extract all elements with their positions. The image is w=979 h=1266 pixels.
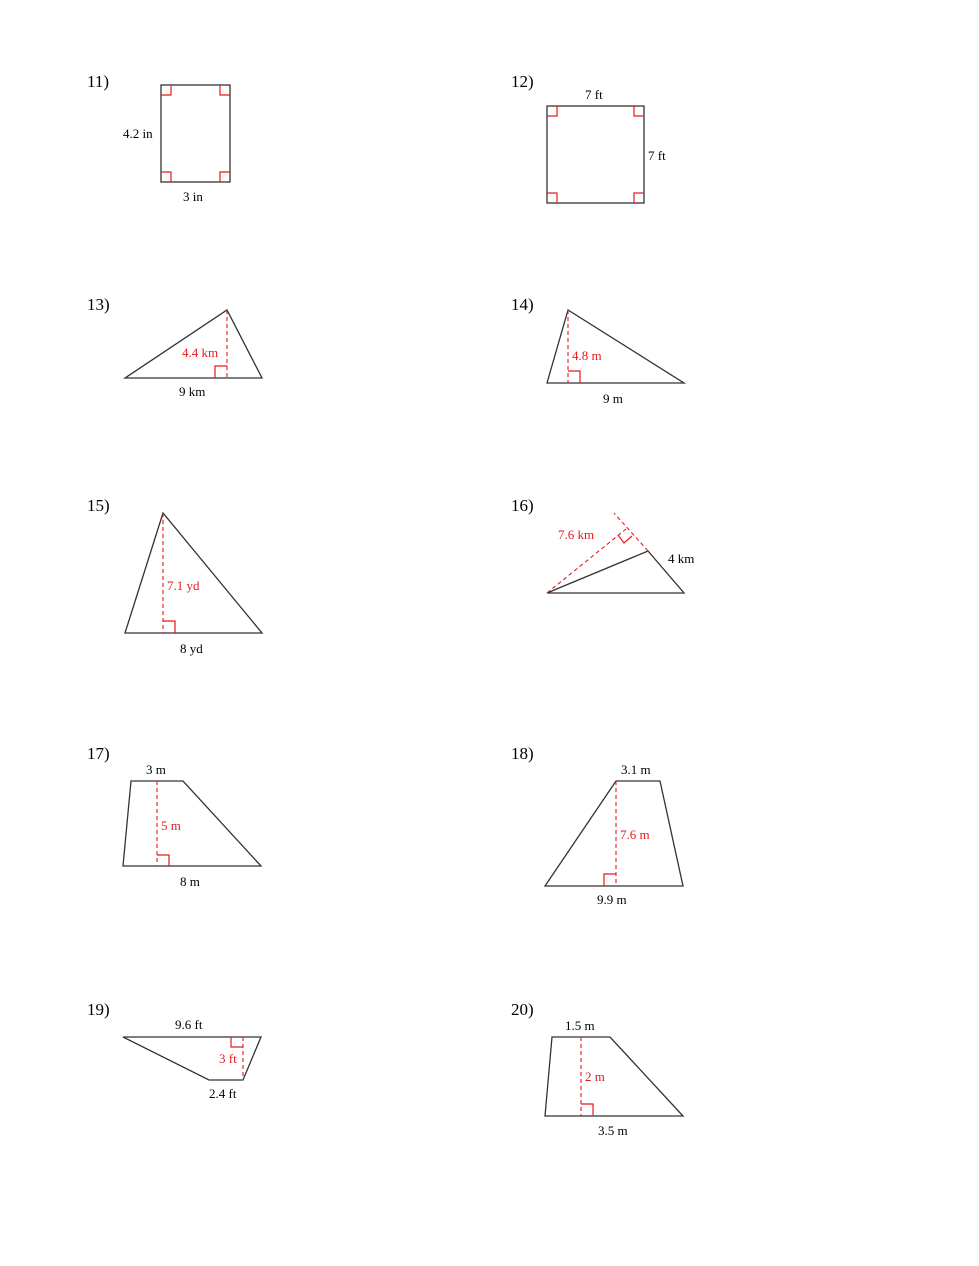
right-angle-mark	[618, 535, 632, 543]
problem-number: 14)	[511, 295, 534, 314]
problem-15	[87, 496, 262, 656]
problem-20	[511, 1000, 683, 1138]
problem-13	[87, 295, 262, 399]
right-angle-mark	[568, 371, 580, 383]
problem-11	[87, 72, 230, 204]
right-angle-marks	[161, 85, 230, 182]
base-label: 4 km	[668, 551, 695, 566]
base-label: 9 km	[179, 384, 206, 399]
triangle-shape	[547, 551, 684, 593]
trapezoid-shape	[545, 1037, 683, 1116]
triangle-shape	[125, 513, 262, 633]
height-label: 7.6 km	[558, 527, 595, 542]
right-angle-mark	[581, 1104, 593, 1116]
problem-number: 18)	[511, 744, 534, 763]
trapezoid-shape	[123, 1037, 261, 1080]
problem-number: 20)	[511, 1000, 534, 1019]
base-label: 9.9 m	[597, 892, 627, 907]
right-angle-mark	[163, 621, 175, 633]
height-label: 2 m	[585, 1069, 605, 1084]
right-angle-marks	[547, 106, 644, 203]
height-label: 4.8 m	[572, 348, 602, 363]
problem-12	[511, 72, 666, 203]
side-label: 7 ft	[648, 148, 666, 163]
height-label: 3 ft	[219, 1051, 237, 1066]
top-label: 3 m	[146, 762, 166, 777]
height-label: 7.6 m	[620, 827, 650, 842]
square-shape	[547, 106, 644, 203]
side-label: 4.2 in	[123, 126, 153, 141]
top-label: 7 ft	[585, 87, 603, 102]
right-angle-mark	[231, 1037, 243, 1047]
problem-number: 17)	[87, 744, 110, 763]
base-label: 8 m	[180, 874, 200, 889]
top-label: 3.1 m	[621, 762, 651, 777]
problem-number: 15)	[87, 496, 110, 515]
problem-number: 11)	[87, 72, 110, 91]
base-label: 3.5 m	[598, 1123, 628, 1138]
problem-number: 16)	[511, 496, 534, 515]
top-label: 9.6 ft	[175, 1017, 203, 1032]
triangle-shape	[125, 310, 262, 378]
problem-16	[511, 496, 694, 593]
height-label: 5 m	[161, 818, 181, 833]
height-label: 4.4 km	[182, 345, 219, 360]
problem-number: 12)	[511, 72, 534, 91]
rectangle-shape	[161, 85, 230, 182]
problem-14	[511, 295, 684, 406]
trapezoid-shape	[123, 781, 261, 866]
right-angle-mark	[157, 855, 169, 866]
base-label: 2.4 ft	[209, 1086, 237, 1101]
right-angle-mark	[604, 874, 616, 886]
extension-line	[614, 513, 648, 551]
base-label: 9 m	[603, 391, 623, 406]
base-label: 8 yd	[180, 641, 203, 656]
base-label: 3 in	[183, 189, 203, 204]
problem-18	[511, 744, 683, 907]
problem-number: 19)	[87, 1000, 110, 1019]
problem-number: 13)	[87, 295, 110, 314]
top-label: 1.5 m	[565, 1018, 595, 1033]
right-angle-mark	[215, 366, 227, 378]
problem-17	[87, 744, 261, 889]
trapezoid-shape	[545, 781, 683, 886]
problem-19	[87, 1000, 261, 1101]
height-label: 7.1 yd	[167, 578, 200, 593]
